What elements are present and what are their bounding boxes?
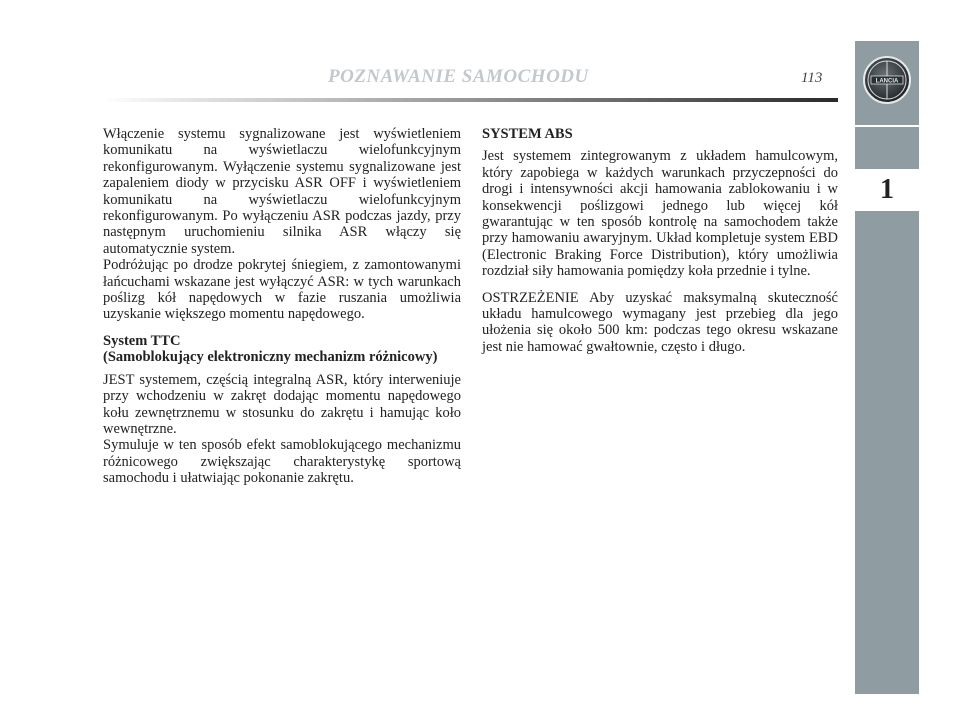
paragraph-ttc-description: JEST systemem, częścią integralną ASR, który interweniuje przy wchodzeniu w zakręt dodając momentu napędowego kołu zewnętrznemu w stosunku do zakrętu i hamując koło wewnętrzne. [103,371,461,437]
page-header-title: POZNAWANIE SAMOCHODU [328,66,589,87]
paragraph-asr-snow: Podróżując po drodze pokrytej śniegiem, z zamontowanymi łańcuchami wskazane jest wyłączyć ASR: w tych warunkach poślizg kół napędowych w fazie ruszania umożliwia uzyskanie większego momentu napędowego. [103,257,461,323]
paragraph-warning: OSTRZEŻENIE Aby uzyskać maksymalną skuteczność układu hamulcowego wymagany jest przebieg dla jego ułożenia się około 500 km: podczas tego okresu wskazane jest nie hamować gwałtownie, często i długo. [482,289,838,355]
logo-wordmark: LANCIA [875,78,899,85]
heading-abs: SYSTEM ABS [482,126,573,142]
heading-ttc-subtitle: (Samoblokujący elektroniczny mechanizm różnicowy) [103,349,438,366]
heading-ttc: System TTC [103,332,181,349]
header-divider [102,98,838,102]
lancia-logo-icon [862,55,912,105]
chapter-tab[interactable]: 1 [855,169,919,211]
paragraph-abs-description: Jest systemem zintegrowanym z układem hamulcowym, który zapobiega w każdych warunkach przyczepności do drogi i intensywności akcji hamowania zablokowaniu i w konsekwencji poślizgowi jednego lub więcej kół gwarantując w ten sposób kontrolę na samochodem także przy hamowaniu awaryjnym. Układ kompletuje system EBD (Electronic Braking Force Distribution), który umożliwia rozdział siły hamowania pomiędzy koła przednie i tylne. [482,148,838,280]
chapter-sidebar [855,41,919,694]
paragraph-asr-indication: Włączenie systemu sygnalizowane jest wyświetleniem komunikatu na wyświetlaczu wielofunkcyjnym rekonfigurowanym. Wyłączenie systemu sygnalizowane jest zapaleniem diody w przycisku ASR OFF i wyświetleniem komunikatu na wyświetlaczu wielofunkcyjnym rekonfigurowanym. Po wyłączeniu ASR podczas jazdy, przy następnym uruchomieniu silnika ASR włączy się automatycznie system. [103,126,461,257]
paragraph-ttc-effect: Symuluje w ten sposób efekt samoblokującego mechanizmu różnicowego zwiększając charakterystykę sportową samochodu i ułatwiając pokonanie zakrętu. [103,437,461,487]
sidebar-divider [855,125,919,127]
left-column [103,126,461,487]
right-column [482,126,838,355]
page-number: 113 [801,70,823,86]
